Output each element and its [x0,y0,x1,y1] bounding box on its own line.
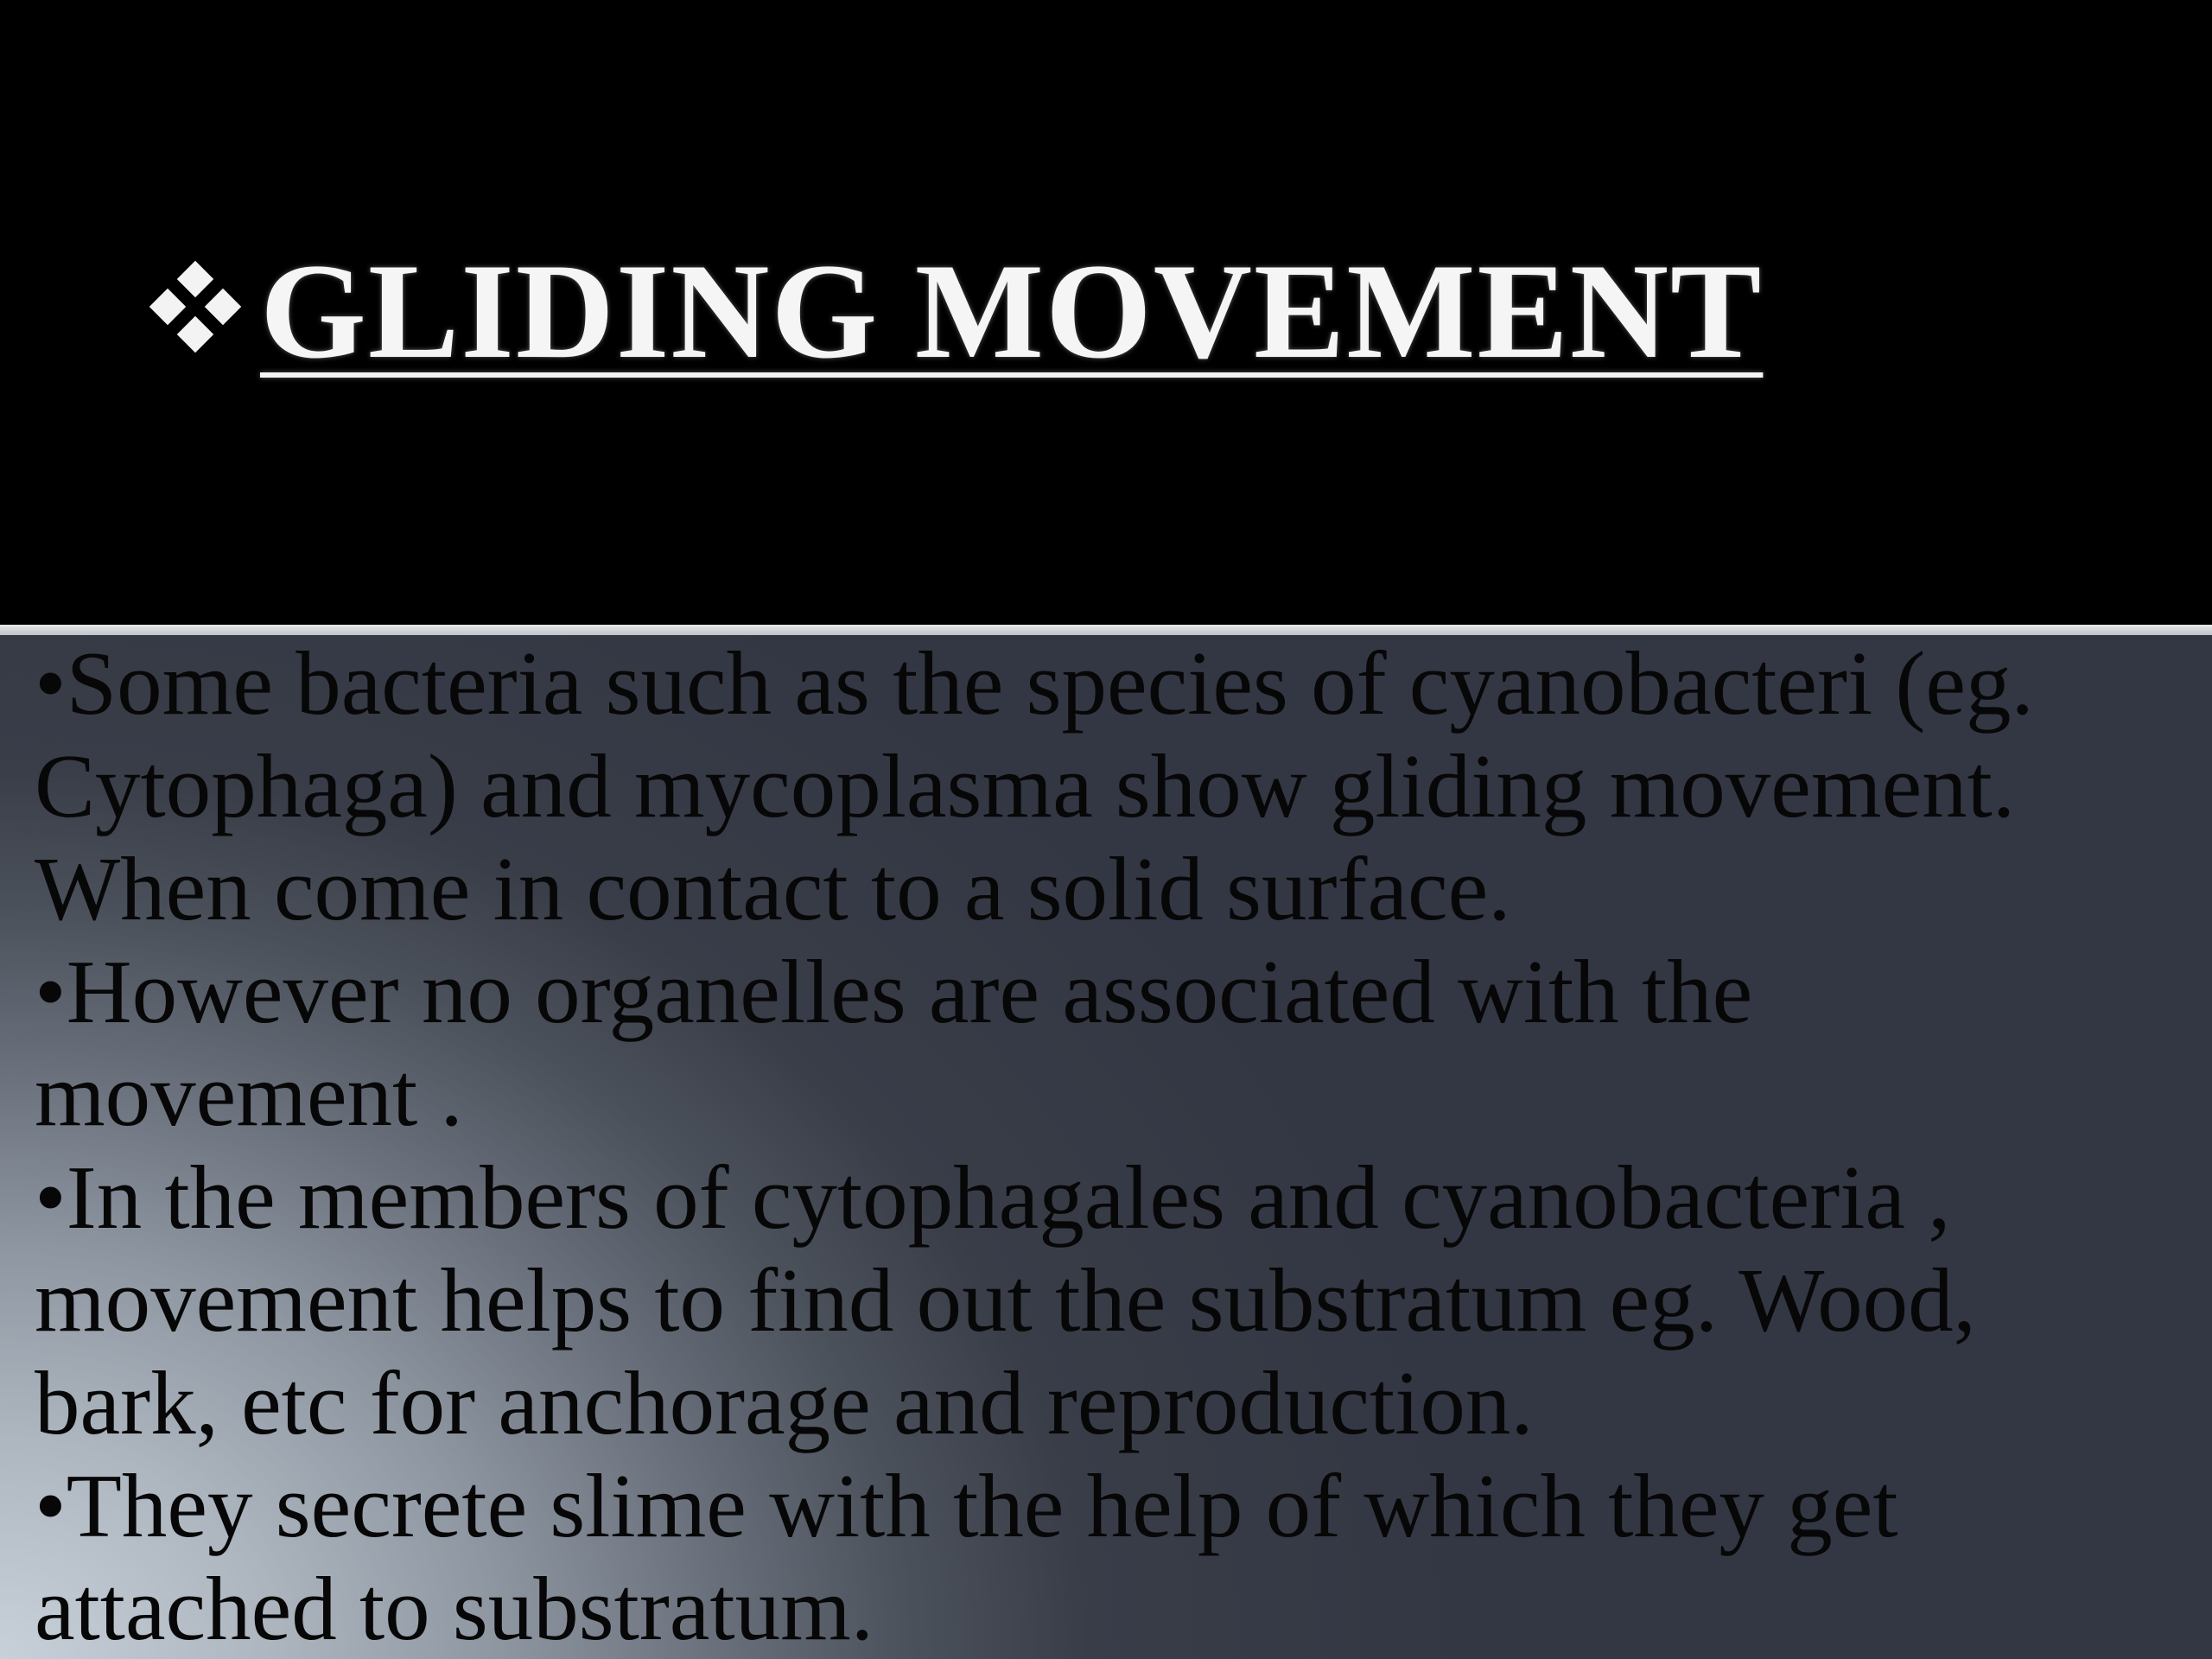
bullet-dot: • [35,1455,67,1556]
bullet-dot: • [35,632,67,734]
bullet-text: They secrete slime with the help of which they get attached to substratum. [35,1455,1898,1659]
diamond-bottom [177,316,213,353]
bullet-dot: • [35,1147,67,1248]
bullet-item [35,1146,2074,1454]
bullet-text: However no organelles are associated with the movement . [35,941,1753,1145]
bullet-list [35,632,2074,1659]
diamond-right [205,289,241,325]
bullet-item [35,1454,2074,1659]
diamond-top [177,261,213,297]
bullet-text: Some bacteria such as the species of cyanobacteri (eg. Cytophaga) and mycoplasma show gliding movement. When come in contact to a solid surface. [35,632,2034,939]
bullet-dot: • [35,941,67,1042]
slide-title: GLIDING MOVEMENT [260,236,1764,387]
diamond-left [149,289,186,325]
bullet-text: In the members of cytophagales and cyanobacteria , movement helps to find out the substratum eg. Wood, bark, etc for anchorage and reproduction. [35,1147,1976,1453]
bullet-item [35,632,2074,940]
four-diamond-bullet-icon [143,256,248,361]
content-area [0,632,2212,1659]
bullet-item [35,940,2074,1146]
title-band [0,0,2212,625]
title-row [143,233,1764,387]
